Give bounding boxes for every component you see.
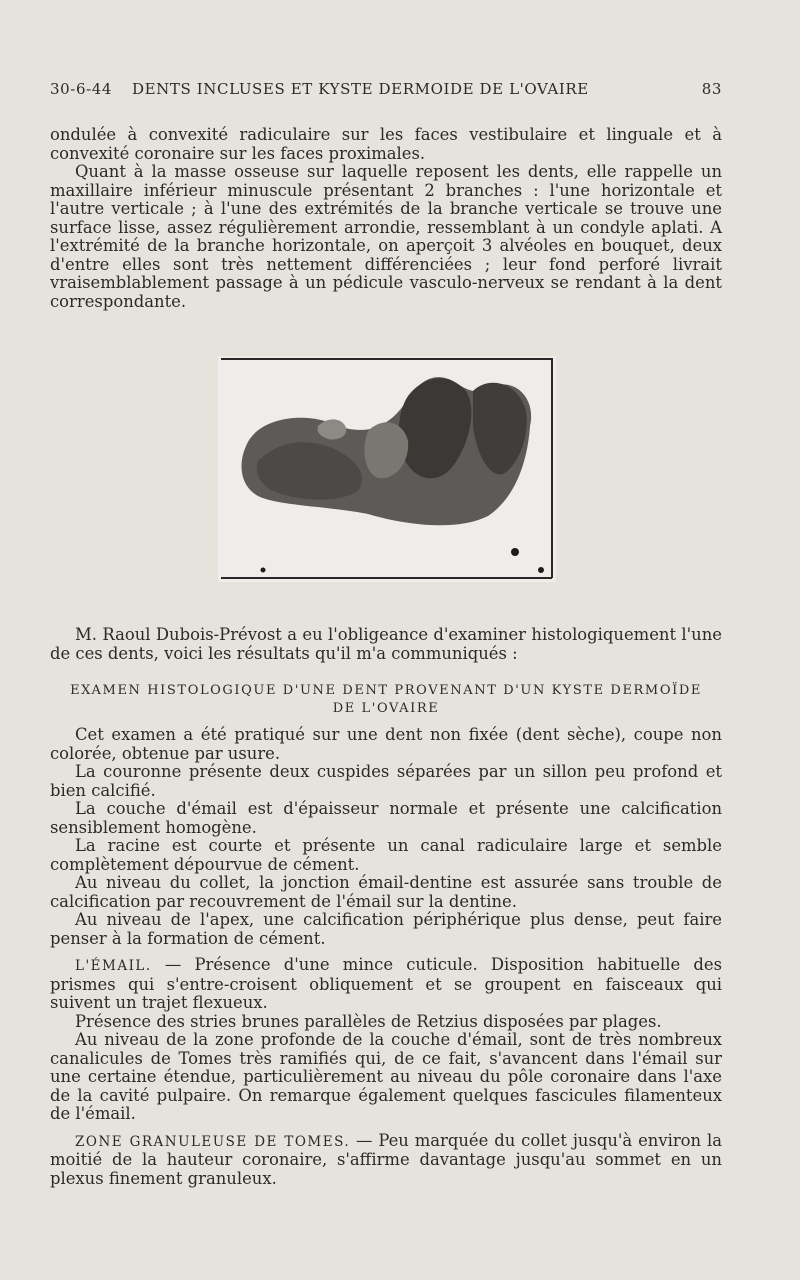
- section-title: [50, 682, 722, 718]
- paragraph: ondulée à convexité radiculaire sur les faces vestibulaire et linguale et à convexité coronaire sur les faces proximales.: [50, 125, 722, 163]
- paragraph: La couronne présente deux cuspides séparées par un sillon peu profond et bien calcifié.: [50, 762, 722, 800]
- paragraph: M. Raoul Dubois-Prévost a eu l'obligeance d'examiner histologiquement l'une de ces dents, voici les résultats qu'il m'a communiqués :: [50, 625, 722, 663]
- paragraph: Au niveau du collet, la jonction émail-dentine est assurée sans trouble de calcification par recouvrement de l'émail sur la dentine.: [50, 873, 722, 911]
- paragraph: La couche d'émail est d'épaisseur normale et présente une calcification sensiblement homogène.: [50, 799, 722, 837]
- running-header: [50, 80, 722, 102]
- specimen-photograph: [218, 356, 556, 582]
- paragraph: [50, 1132, 722, 1189]
- running-title: DENTS INCLUSES ET KYSTE DERMOIDE DE L'OVAIRE: [132, 80, 589, 98]
- paragraph: Quant à la masse osseuse sur laquelle reposent les dents, elle rappelle un maxillaire inférieur minuscule présentant 2 branches : l'une horizontale et l'autre verticale ; à l'une des extrémités de la branche verticale se trouve une surface lisse, assez régulièrement arrondie, ressemblant à un condyle aplati. A l'extrémité de la branche horizontale, on aperçoit 3 alvéoles en bouquet, deux d'entre elles sont très nettement différenciées ; leur fond perforé livrait vraisemblablement passage à un pédicule vasculo-nerveux se rendant à la dent correspondante.: [50, 162, 722, 311]
- subsection-text: — Peu marquée du collet jusqu'à environ la moitié de la hauteur coronaire, s'affirme davantage jusqu'au sommet en un plexus finement granuleux.: [50, 1130, 722, 1188]
- intro-text: [50, 126, 722, 311]
- header-reference: 30-6-44: [50, 80, 113, 98]
- subsection-label: L'ÉMAIL.: [75, 958, 152, 974]
- paragraph: La racine est courte et présente un canal radiculaire large et semble complètement dépourvue de cément.: [50, 836, 722, 874]
- section-title-line: EXAMEN HISTOLOGIQUE D'UNE DENT PROVENANT D'UN KYSTE DERMOÏDE: [70, 683, 702, 698]
- paragraph: [50, 956, 722, 1013]
- specimen-figure-svg: [218, 356, 556, 582]
- examiner-note: [50, 626, 722, 663]
- paragraph: Au niveau de la zone profonde de la couche d'émail, sont de très nombreux canalicules de Tomes très ramifiés qui, de ce fait, s'avancent dans l'émail sur une certaine étendue, particulièrement au niveau du pôle coronaire dans l'axe de la cavité pulpaire. On remarque également quelques fascicules filamenteux de l'émail.: [50, 1030, 722, 1123]
- paragraph: Présence des stries brunes parallèles de Retzius disposées par plages.: [75, 1011, 662, 1031]
- section-title-line: DE L'OVAIRE: [332, 701, 440, 716]
- subsection-label: ZONE GRANULEUSE DE TOMES.: [75, 1133, 351, 1150]
- exam-text: [50, 726, 722, 1188]
- subsection-text: — Présence d'une mince cuticule. Disposition habituelle des prismes qui s'entre-croisent obliquement et se groupent en faisceaux qui suivent un trajet flexueux.: [50, 955, 722, 1012]
- page-number: 83: [701, 80, 722, 98]
- paragraph: Au niveau de l'apex, une calcification périphérique plus dense, peut faire penser à la formation de cément.: [50, 910, 722, 948]
- paragraph: Cet examen a été pratiqué sur une dent non fixée (dent sèche), coupe non colorée, obtenue par usure.: [50, 725, 722, 763]
